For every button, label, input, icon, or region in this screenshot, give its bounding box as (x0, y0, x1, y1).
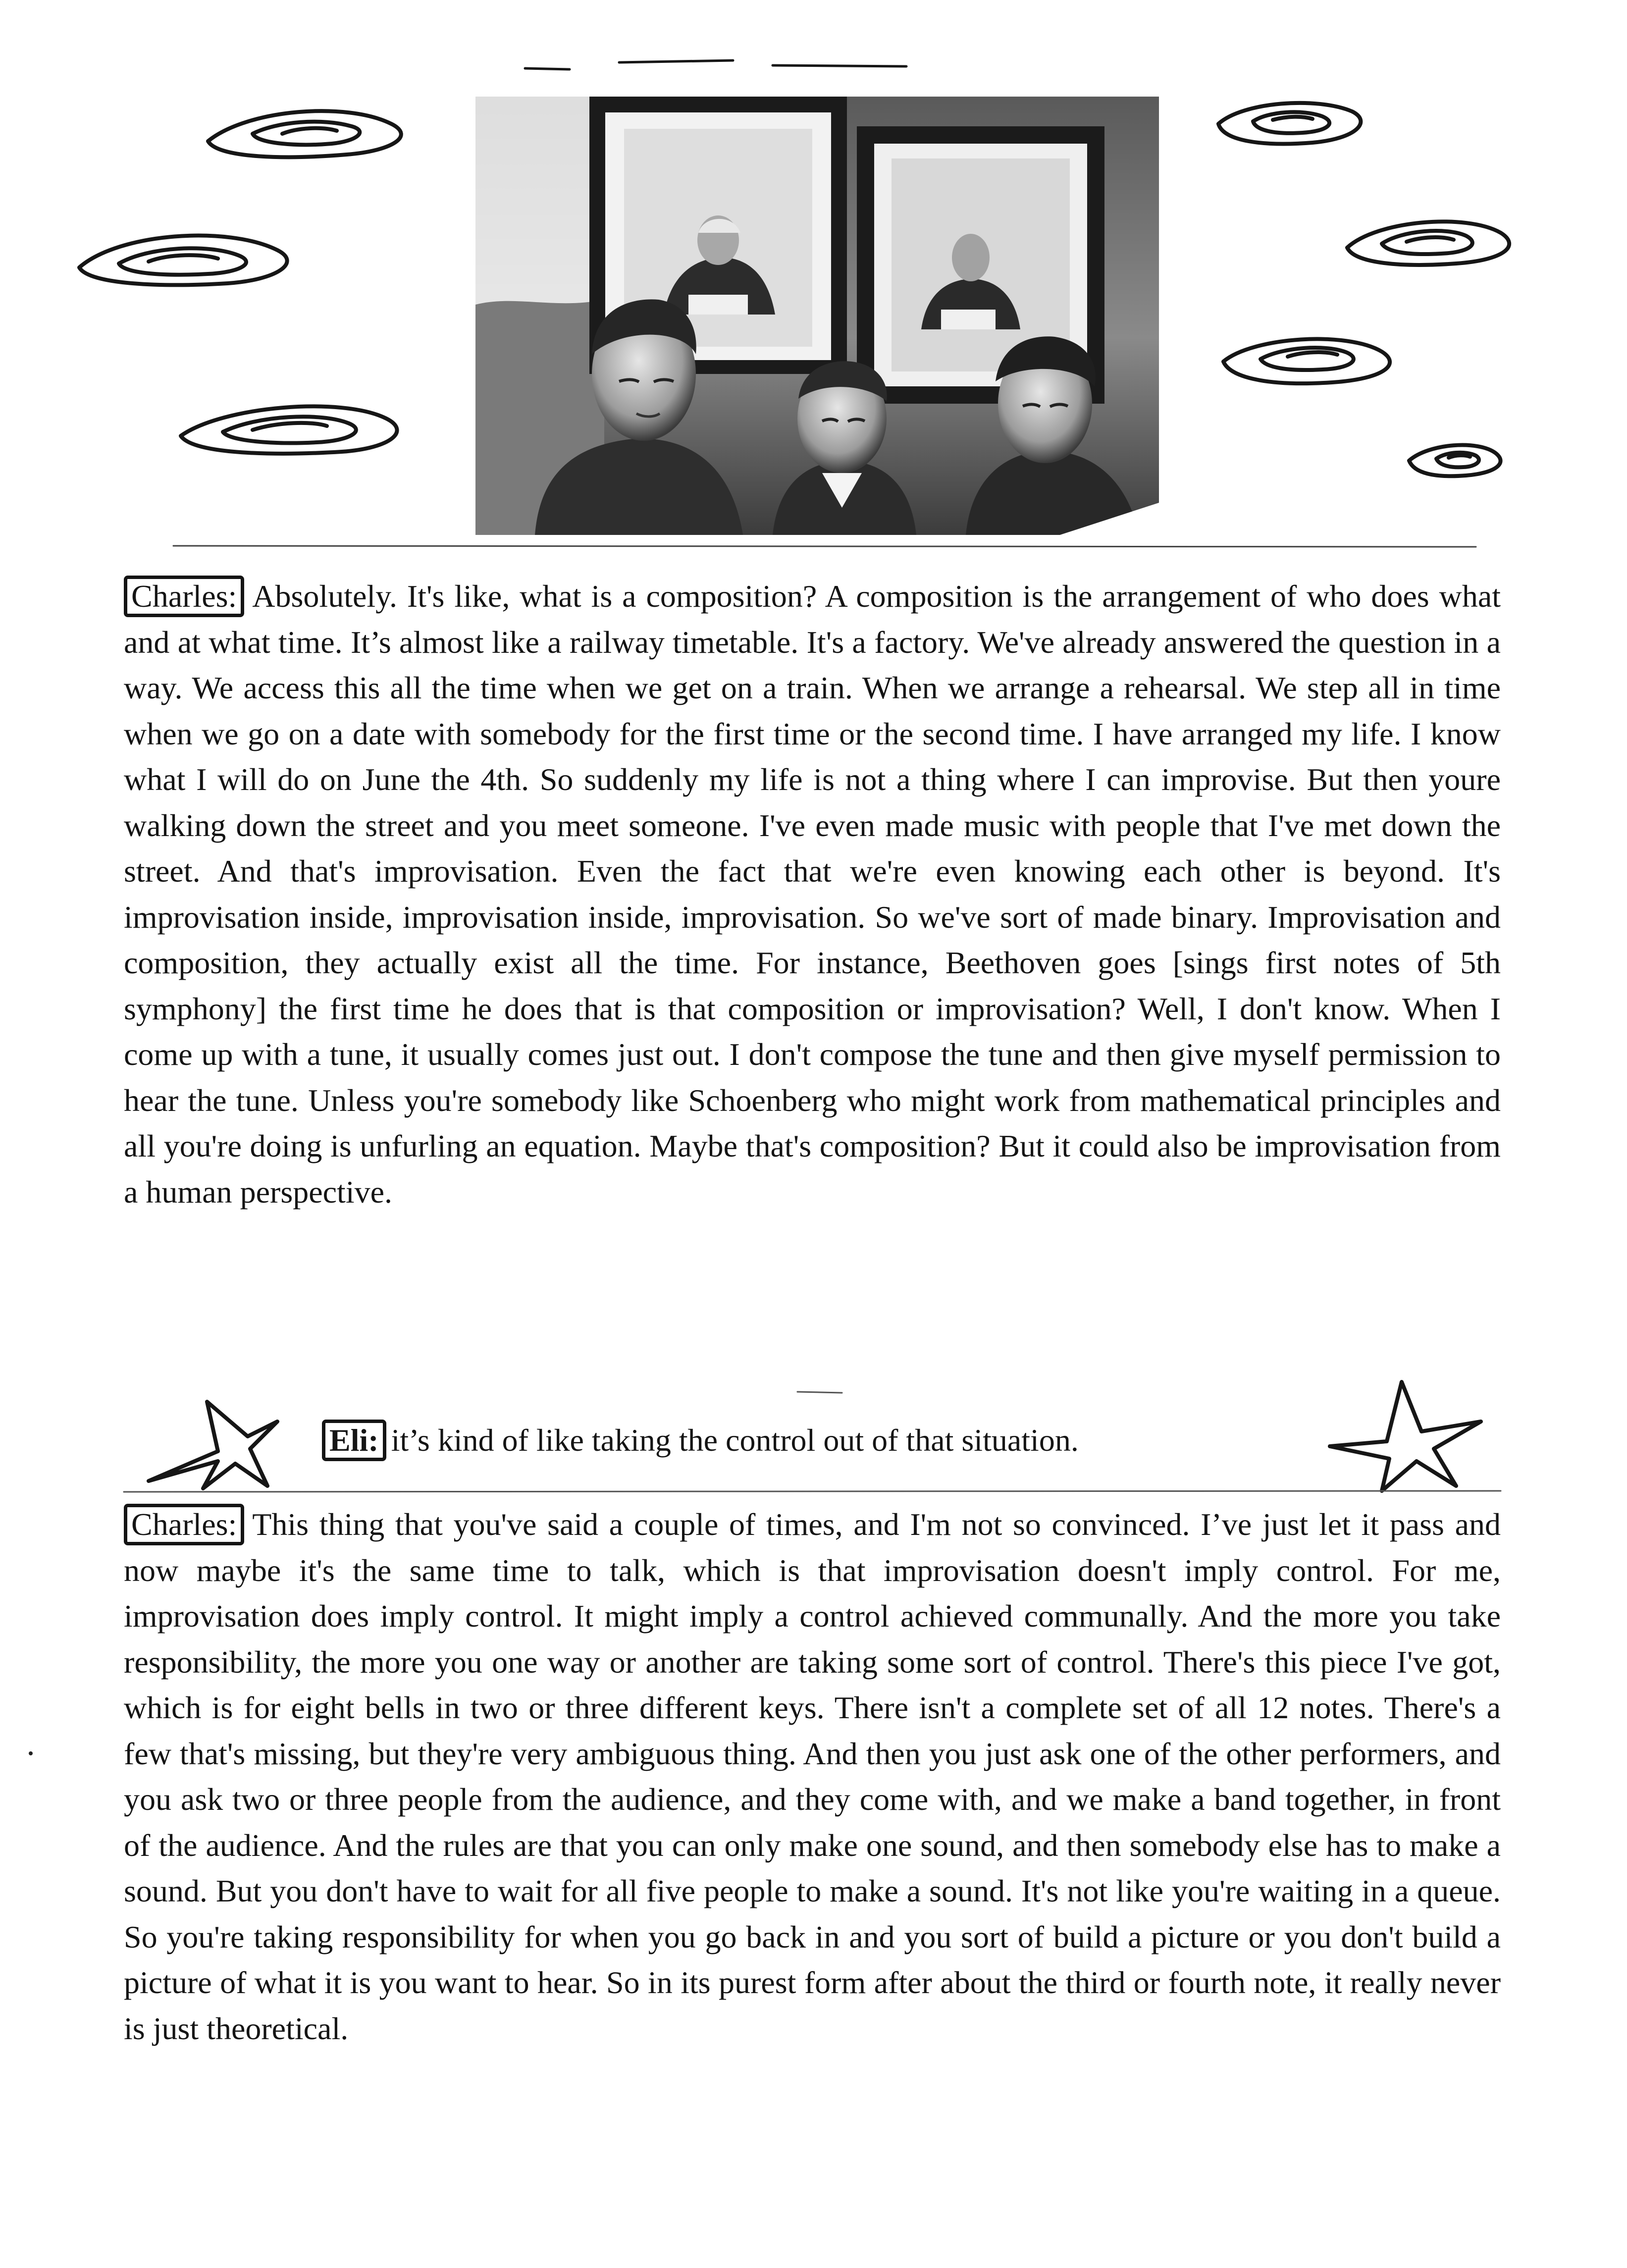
star-doodle-icon (1330, 1382, 1481, 1491)
portrait-photo (475, 97, 1159, 535)
ufo-doodle-icon (79, 236, 287, 285)
ufo-doodle-icon (1223, 339, 1390, 383)
dialogue-text: Absolutely. It's like, what is a composition? A composition is the arrangement of who does what and at what time. It’s almost like a railway timetable. It's a factory. We've already answered the question in a way. We access this all the time when we get on a train. When we arrange a rehearsal. We step all in time when we go on a date with somebody for the first time or the second time. I have arranged my life. I know what I will do on June the 4th. So suddenly my life is not a thing where I can improvise. But then youre walking down the street and you meet someone. I've even made music with people that I've met down the street. And that's improvisation. Even the fact that we're even knowing each other is beyond. It's improvisation inside, improvisation inside, improvisation. So we've sort of made binary. Improvisation and composition, they actually exist all the time. For instance, Beethoven goes [sings first notes of 5th symphony] the first time he does that is that composition or improvisation? Well, I don't know. When I come up with a tune, it usually comes just out. I don't compose the tune and then give myself permission to hear the tune. Unless you're somebody like Schoenberg who might work from mathematical principles and all you're doing is unfurling an equation. Maybe that's composition? But it could also be improvisation from a human perspective. (124, 579, 1501, 1210)
dialogue-paragraph-charles-1 (124, 574, 1501, 1215)
dialogue-paragraph-charles-2 (124, 1502, 1501, 2052)
ufo-doodle-icon (181, 406, 397, 453)
speaker-label-eli: Eli: (322, 1420, 386, 1461)
ufo-doodle-icon (208, 111, 401, 157)
dialogue-line-eli (322, 1418, 1079, 1463)
ufo-doodle-icon (1218, 103, 1361, 144)
star-doodle-icon (149, 1402, 277, 1488)
speaker-label-charles: Charles: (124, 1504, 244, 1545)
speaker-label-charles: Charles: (124, 576, 244, 617)
ufo-doodle-icon (1347, 221, 1509, 264)
ufo-doodle-icon (1409, 445, 1501, 476)
dialogue-text: This thing that you've said a couple of times, and I'm not so convinced. I’ve just let it pass and now maybe it's the same time to talk, which is that improvisation doesn't imply control. For me, improvisation does imply control. It might imply a control achieved communally. And the more you take responsibility, the more you one way or another are taking some sort of control. There's this piece I've got, which is for eight bells in two or three different keys. There isn't a complete set of all 12 notes. There's a few that's missing, but they're very ambiguous thing. And then you just ask one of the other performers, and you ask two or three people from the audience, and they come with, and we make a band together, in front of the audience. And the rules are that you can only make one sound, and then somebody else has to make a sound. But you don't have to wait for all five people to make a sound. It's not like you're waiting in a queue. So you're taking responsibility for when you go back in and you sort of build a picture or you don't build a picture of what it is you want to hear. So in its purest form after about the third or fourth note, it really never is just theoretical. (124, 1507, 1501, 2046)
dialogue-text: it’s kind of like taking the control out of that situation. (391, 1423, 1079, 1458)
scan-mark (525, 60, 906, 69)
